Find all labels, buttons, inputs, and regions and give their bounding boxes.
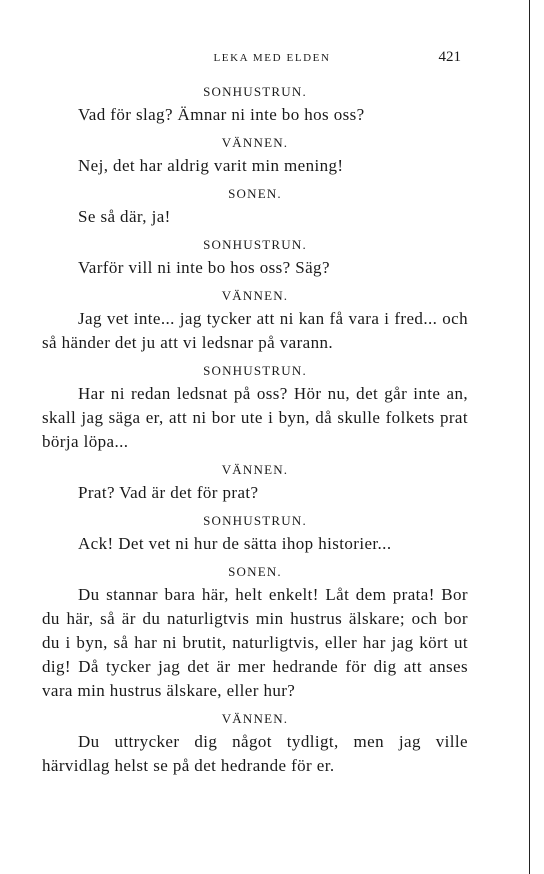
speech-line: Vad för slag? Ämnar ni inte bo hos oss? (78, 105, 365, 124)
speaker-label: SONHUSTRUN. (203, 237, 307, 252)
speaker-label: SONHUSTRUN. (203, 363, 307, 378)
speaker-label: VÄNNEN. (221, 135, 289, 150)
speech-line: Har ni redan ledsnat på oss? Hör nu, det går inte an, skall jag säga er, att ni bor ute i byn, då skulle folkets prat börja löpa... (42, 384, 468, 451)
speech-line: Varför vill ni inte bo hos oss? Säg? (78, 258, 330, 277)
speaker-label: VÄNNEN. (221, 288, 289, 303)
speech-line: Ack! Det vet ni hur de sätta ihop historier... (78, 534, 392, 553)
speaker-label: VÄNNEN. (221, 462, 289, 477)
running-header-title: LEKA MED ELDEN (213, 52, 331, 64)
speaker-label: SONEN. (228, 186, 282, 201)
speaker-label: SONHUSTRUN. (203, 84, 307, 99)
speech-line: Jag vet inte... jag tycker att ni kan få vara i fred... och så händer det ju att vi ledsnar på varann. (42, 309, 468, 352)
speaker-label: SONEN. (228, 564, 282, 579)
speech-line: Prat? Vad är det för prat? (78, 483, 259, 502)
page-edge-line (529, 0, 530, 874)
speaker-label: VÄNNEN. (221, 711, 289, 726)
speech-line: Nej, det har aldrig varit min mening! (78, 156, 344, 175)
speech-line: Se så där, ja! (78, 207, 171, 226)
speech-line: Du stannar bara här, helt enkelt! Låt dem prata! Bor du här, så är du naturligtvis min hustrus älskare; och bor du i byn, så har ni brutit, naturligtvis, eller har jag kört ut dig! Då tycker jag det är mer hedrande för dig att anses vara min hustrus älskare, eller hur? (42, 585, 468, 700)
dialogue-text (42, 78, 468, 782)
page-number: 421 (438, 49, 461, 65)
speech-line: Du uttrycker dig något tydligt, men jag ville härvidlag helst se på det hedrande för er. (42, 732, 468, 775)
speaker-label: SONHUSTRUN. (203, 513, 307, 528)
